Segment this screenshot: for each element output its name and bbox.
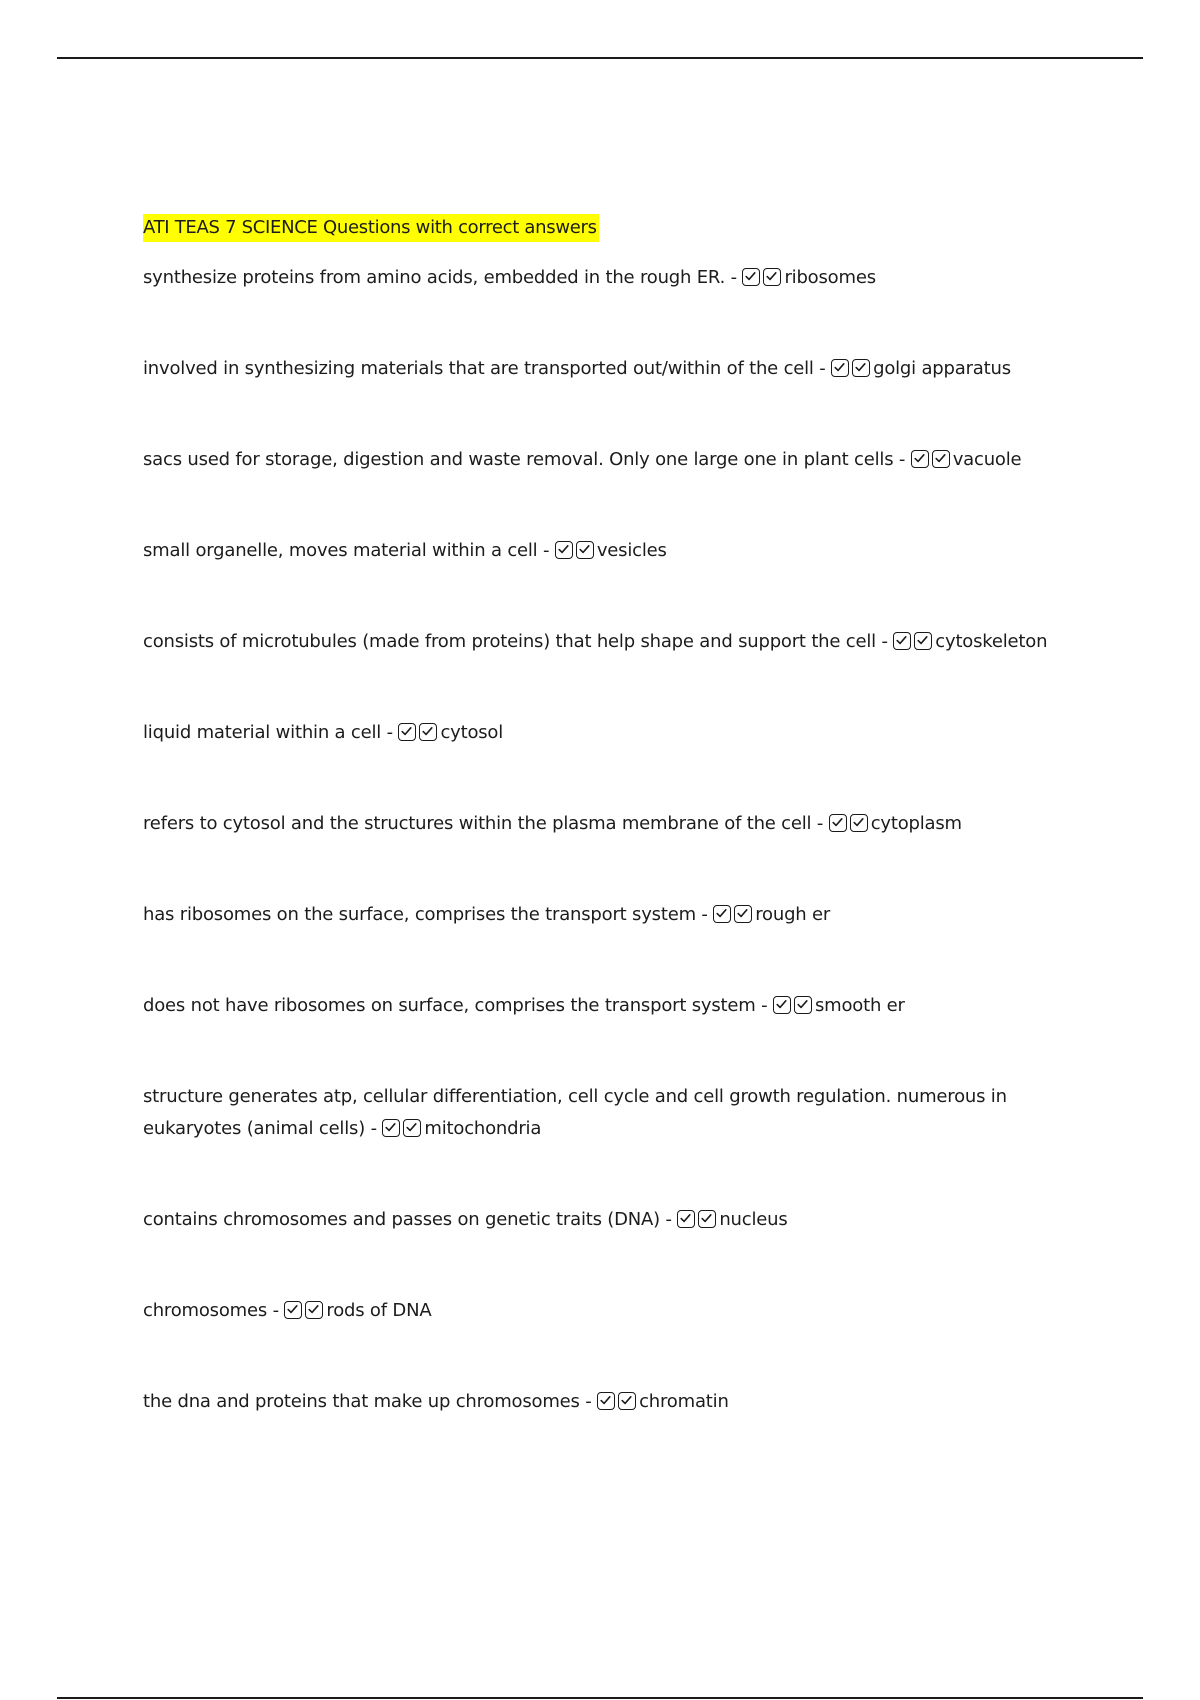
- page-bottom-rule: [57, 1697, 1143, 1699]
- checkbox-checked-icon: [850, 814, 868, 832]
- checkbox-checked-icon: [419, 723, 437, 741]
- item-spacer: [143, 840, 1083, 899]
- checkbox-checked-icon: [618, 1392, 636, 1410]
- separator: -: [813, 358, 832, 379]
- item-spacer: [143, 385, 1083, 444]
- item-spacer: [143, 567, 1083, 626]
- answer-text: chromatin: [639, 1391, 729, 1412]
- answer-text: vacuole: [952, 449, 1022, 470]
- question-text: involved in synthesizing materials that are transported out/within of the cell: [143, 358, 814, 379]
- qa-item: [143, 1204, 1083, 1236]
- qa-item: [143, 535, 1083, 567]
- question-text: refers to cytosol and the structures within the plasma membrane of the cell: [143, 813, 812, 834]
- checkbox-checked-icon: [911, 450, 929, 468]
- separator: -: [579, 1391, 598, 1412]
- checkbox-checked-icon: [382, 1119, 400, 1137]
- document-body: [143, 214, 1083, 1418]
- question-text: liquid material within a cell: [143, 722, 382, 743]
- answer-checkmarks: [398, 722, 503, 743]
- checkbox-checked-icon: [284, 1301, 302, 1319]
- checkbox-checked-icon: [677, 1210, 695, 1228]
- answer-checkmarks: [831, 358, 1011, 379]
- checkbox-checked-icon: [852, 359, 870, 377]
- checkbox-checked-icon: [398, 723, 416, 741]
- checkbox-checked-icon: [576, 541, 594, 559]
- separator: -: [660, 1209, 678, 1230]
- qa-item: [143, 444, 1083, 476]
- qa-item: [143, 1081, 1083, 1145]
- checkbox-checked-icon: [597, 1392, 615, 1410]
- checkbox-checked-icon: [698, 1210, 716, 1228]
- answer-checkmarks: [284, 1300, 431, 1321]
- checkbox-checked-icon: [403, 1119, 421, 1137]
- separator: -: [365, 1118, 383, 1139]
- checkbox-checked-icon: [713, 905, 731, 923]
- qa-item: [143, 717, 1083, 749]
- checkbox-checked-icon: [829, 814, 847, 832]
- answer-text: golgi apparatus: [873, 358, 1011, 379]
- answer-text: cytosol: [440, 722, 504, 743]
- qa-item: [143, 990, 1083, 1022]
- checkbox-checked-icon: [555, 541, 573, 559]
- question-text: has ribosomes on the surface, comprises the transport system: [143, 904, 696, 925]
- item-spacer: [143, 1022, 1083, 1081]
- item-spacer: [143, 1145, 1083, 1204]
- qa-item: [143, 262, 1083, 294]
- answer-checkmarks: [382, 1118, 541, 1139]
- answer-checkmarks: [893, 631, 1047, 652]
- answer-checkmarks: [555, 540, 667, 561]
- separator: -: [755, 995, 773, 1016]
- checkbox-checked-icon: [794, 996, 812, 1014]
- answer-checkmarks: [597, 1391, 729, 1412]
- document-title: ATI TEAS 7 SCIENCE Questions with correct answers: [143, 214, 599, 242]
- question-text: consists of microtubules (made from proteins) that help shape and support the cell: [143, 631, 876, 652]
- item-spacer: [143, 1327, 1083, 1386]
- separator: -: [893, 449, 911, 470]
- item-spacer: [143, 931, 1083, 990]
- separator: -: [695, 904, 714, 925]
- answer-checkmarks: [773, 995, 905, 1016]
- answer-checkmarks: [829, 813, 962, 834]
- qa-item: [143, 626, 1083, 658]
- separator: -: [381, 722, 399, 743]
- answer-text: cytoplasm: [870, 813, 962, 834]
- qa-item: [143, 353, 1083, 385]
- answer-checkmarks: [713, 904, 830, 925]
- separator: -: [537, 540, 555, 561]
- separator: -: [875, 631, 894, 652]
- checkbox-checked-icon: [742, 268, 760, 286]
- question-text: contains chromosomes and passes on genetic traits (DNA): [143, 1209, 660, 1230]
- qa-item: [143, 1295, 1083, 1327]
- qa-list: [143, 262, 1083, 1418]
- answer-checkmarks: [677, 1209, 787, 1230]
- answer-text: ribosomes: [784, 267, 876, 288]
- item-spacer: [143, 658, 1083, 717]
- question-text: does not have ribosomes on surface, comprises the transport system: [143, 995, 756, 1016]
- qa-item: [143, 1386, 1083, 1418]
- separator: -: [811, 813, 829, 834]
- question-text: the dna and proteins that make up chromosomes: [143, 1391, 580, 1412]
- checkbox-checked-icon: [763, 268, 781, 286]
- answer-checkmarks: [742, 267, 875, 288]
- answer-text: mitochondria: [424, 1118, 542, 1139]
- answer-checkmarks: [911, 449, 1022, 470]
- answer-text: rough er: [755, 904, 831, 925]
- question-text: synthesize proteins from amino acids, embedded in the rough ER.: [143, 267, 726, 288]
- answer-text: nucleus: [719, 1209, 788, 1230]
- checkbox-checked-icon: [914, 632, 932, 650]
- item-spacer: [143, 749, 1083, 808]
- checkbox-checked-icon: [893, 632, 911, 650]
- question-text: small organelle, moves material within a cell: [143, 540, 538, 561]
- separator: -: [267, 1300, 285, 1321]
- item-spacer: [143, 1236, 1083, 1295]
- question-text: chromosomes: [143, 1300, 268, 1321]
- checkbox-checked-icon: [773, 996, 791, 1014]
- checkbox-checked-icon: [734, 905, 752, 923]
- answer-text: smooth er: [814, 995, 905, 1016]
- item-spacer: [143, 294, 1083, 353]
- qa-item: [143, 808, 1083, 840]
- question-text: sacs used for storage, digestion and waste removal. Only one large one in plant cells: [143, 449, 894, 470]
- qa-item: [143, 899, 1083, 931]
- answer-text: vesicles: [596, 540, 667, 561]
- checkbox-checked-icon: [932, 450, 950, 468]
- checkbox-checked-icon: [305, 1301, 323, 1319]
- question-text: structure generates atp, cellular differentiation, cell cycle and cell growth regulation. numerous in eukaryotes (animal cells): [143, 1086, 1007, 1139]
- answer-text: cytoskeleton: [935, 631, 1048, 652]
- page-top-rule: [57, 57, 1143, 59]
- separator: -: [725, 267, 743, 288]
- answer-text: rods of DNA: [326, 1300, 432, 1321]
- checkbox-checked-icon: [831, 359, 849, 377]
- item-spacer: [143, 476, 1083, 535]
